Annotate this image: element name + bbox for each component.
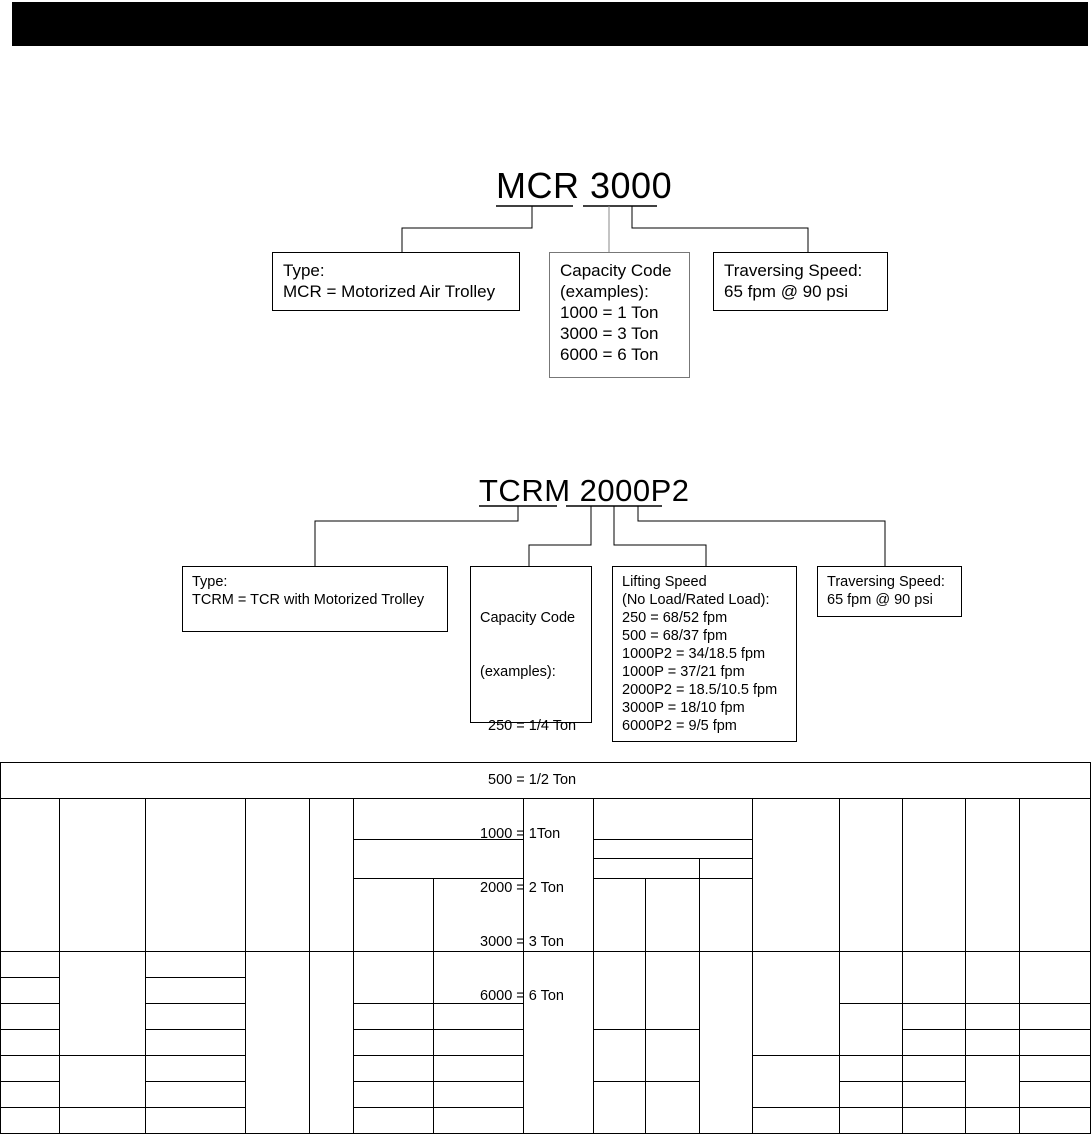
table-cell xyxy=(594,1030,646,1082)
model1-part-type: MCR xyxy=(496,165,580,206)
header-cell xyxy=(594,859,700,879)
model2-capacity-example: 6000 = 6 Ton xyxy=(480,988,564,1004)
model1-type-value: MCR = Motorized Air Trolley xyxy=(283,282,496,301)
table-cell xyxy=(966,1108,1020,1134)
header-cell xyxy=(1020,799,1091,952)
table-cell xyxy=(434,1108,524,1134)
table-cell xyxy=(646,952,700,1030)
model2-capacity-example: 3000 = 3 Ton xyxy=(480,934,564,950)
table-cell xyxy=(146,1082,246,1108)
specifications-table xyxy=(0,762,1091,1134)
table-cell xyxy=(146,1056,246,1082)
model2-capacity-example: 1000 = 1Ton xyxy=(480,826,561,842)
header-cell xyxy=(354,840,524,879)
table-cell xyxy=(310,952,354,1134)
header-cell xyxy=(903,799,966,952)
table-cell xyxy=(840,952,903,1004)
model1-speed-heading: Traversing Speed: xyxy=(724,261,863,280)
header-cell xyxy=(60,799,146,952)
table-cell xyxy=(1020,1004,1091,1030)
table-cell xyxy=(594,952,646,1030)
table-cell xyxy=(246,952,310,1134)
header-cell xyxy=(246,799,310,952)
model2-type-box xyxy=(182,566,448,632)
model1-capacity-subheading: (examples): xyxy=(560,282,649,301)
table-cell xyxy=(434,1082,524,1108)
model1-part-capacity: 3000 xyxy=(590,165,673,206)
table-cell xyxy=(840,1108,903,1134)
table-cell xyxy=(1,1030,60,1056)
table-cell xyxy=(903,1082,966,1108)
header-cell xyxy=(840,799,903,952)
table-cell xyxy=(646,1030,700,1082)
table-cell xyxy=(1020,952,1091,1004)
model1-capacity-example: 1000 = 1 Ton xyxy=(560,303,659,322)
table-cell xyxy=(840,1004,903,1056)
header-cell xyxy=(1,799,60,952)
table-cell xyxy=(966,952,1020,1004)
model2-lifting-subheading: (No Load/Rated Load): xyxy=(622,592,770,608)
model2-code xyxy=(479,475,690,506)
model2-lifting-example: 6000P2 = 9/5 fpm xyxy=(622,718,737,734)
table-header-row xyxy=(1,799,1091,840)
table-cell xyxy=(354,1030,434,1056)
table-cell xyxy=(60,1108,146,1134)
table-cell xyxy=(146,1030,246,1056)
table-cell xyxy=(594,1082,646,1134)
header-cell xyxy=(434,879,524,952)
header-cell xyxy=(594,840,753,859)
table-cell xyxy=(1020,1056,1091,1082)
table-title-cell xyxy=(1,763,1091,799)
header-cell xyxy=(354,879,434,952)
table-cell xyxy=(60,1056,146,1108)
model2-capacity-box xyxy=(470,566,592,1004)
table-cell xyxy=(354,1056,434,1082)
table-cell xyxy=(903,952,966,1004)
model1-type-box xyxy=(272,252,520,311)
model2-capacity-example: 500 = 1/2 Ton xyxy=(480,772,577,788)
table-cell xyxy=(903,1056,966,1082)
table-cell xyxy=(700,952,753,1134)
header-cell xyxy=(310,799,354,952)
table-cell xyxy=(840,1082,903,1108)
model2-type-heading: Type: xyxy=(192,574,228,590)
model2-speed-heading: Traversing Speed: xyxy=(827,574,945,590)
model2-lifting-example: 250 = 68/52 fpm xyxy=(622,610,728,626)
table-cell xyxy=(1020,1082,1091,1108)
model2-lifting-example: 2000P2 = 18.5/10.5 fpm xyxy=(622,682,778,698)
table-cell xyxy=(1,1056,60,1082)
table-cell xyxy=(524,952,594,1134)
header-cell xyxy=(146,799,246,952)
model2-capacity-subheading: (examples): xyxy=(480,664,556,680)
table-cell xyxy=(903,1030,966,1056)
table-cell xyxy=(966,1004,1020,1030)
table-cell xyxy=(753,1108,840,1134)
table-cell xyxy=(1,952,60,978)
table-cell xyxy=(1,1108,60,1134)
header-cell xyxy=(354,799,524,840)
table-cell xyxy=(146,1108,246,1134)
model1-capacity-box xyxy=(549,252,690,378)
model2-speed-box xyxy=(817,566,962,617)
model1-capacity-example: 3000 = 3 Ton xyxy=(560,324,659,343)
table-cell xyxy=(903,1108,966,1134)
model2-capacity-example: 250 = 1/4 Ton xyxy=(480,718,577,734)
model2-lifting-example: 1000P = 37/21 fpm xyxy=(622,664,745,680)
model1-type-heading: Type: xyxy=(283,261,325,280)
model2-lifting-example: 3000P = 18/10 fpm xyxy=(622,700,745,716)
table-cell xyxy=(753,952,840,1056)
table-cell xyxy=(1020,1030,1091,1056)
table-title-row xyxy=(1,763,1091,799)
table-row xyxy=(1,952,1091,978)
table-cell xyxy=(1,978,60,1004)
table-cell xyxy=(753,1056,840,1108)
table-cell xyxy=(434,1030,524,1056)
table-cell xyxy=(1,1004,60,1030)
model2-part-capacity: 2000P2 xyxy=(579,473,690,508)
model2-speed-value: 65 fpm @ 90 psi xyxy=(827,592,933,608)
table-cell xyxy=(60,952,146,1056)
header-cell xyxy=(753,799,840,952)
model1-speed-value: 65 fpm @ 90 psi xyxy=(724,282,849,301)
model2-lifting-example: 500 = 68/37 fpm xyxy=(622,628,728,644)
table-cell xyxy=(840,1056,903,1082)
model2-capacity-heading: Capacity Code xyxy=(480,610,576,626)
model2-lifting-example: 1000P2 = 34/18.5 fpm xyxy=(622,646,766,662)
model2-lifting-box xyxy=(612,566,797,742)
model2-part-type: TCRM xyxy=(479,473,571,508)
table-cell xyxy=(434,1056,524,1082)
table-cell xyxy=(966,1030,1020,1056)
header-cell xyxy=(594,799,753,840)
model1-speed-box xyxy=(713,252,888,311)
model2-capacity-example: 2000 = 2 Ton xyxy=(480,880,564,896)
table-cell xyxy=(146,978,246,1004)
header-cell xyxy=(700,879,753,952)
table-cell xyxy=(646,1082,700,1134)
model2-lifting-heading: Lifting Speed xyxy=(622,574,707,590)
table-cell xyxy=(434,1004,524,1030)
model1-capacity-example: 6000 = 6 Ton xyxy=(560,345,659,364)
table-cell xyxy=(146,952,246,978)
table-cell xyxy=(354,1004,434,1030)
table-cell xyxy=(354,1108,434,1134)
table-cell xyxy=(434,952,524,1004)
table-cell xyxy=(966,1056,1020,1108)
header-cell xyxy=(524,799,594,952)
table-cell xyxy=(1,1082,60,1108)
model2-type-value: TCRM = TCR with Motorized Trolley xyxy=(192,592,425,608)
header-cell xyxy=(966,799,1020,952)
table-cell xyxy=(354,952,434,1004)
table-cell xyxy=(1020,1108,1091,1134)
header-cell xyxy=(594,879,646,952)
table-cell xyxy=(354,1082,434,1108)
header-cell xyxy=(700,859,753,879)
table-cell xyxy=(903,1004,966,1030)
header-cell xyxy=(646,879,700,952)
model1-capacity-heading: Capacity Code xyxy=(560,261,672,280)
table-cell xyxy=(146,1004,246,1030)
